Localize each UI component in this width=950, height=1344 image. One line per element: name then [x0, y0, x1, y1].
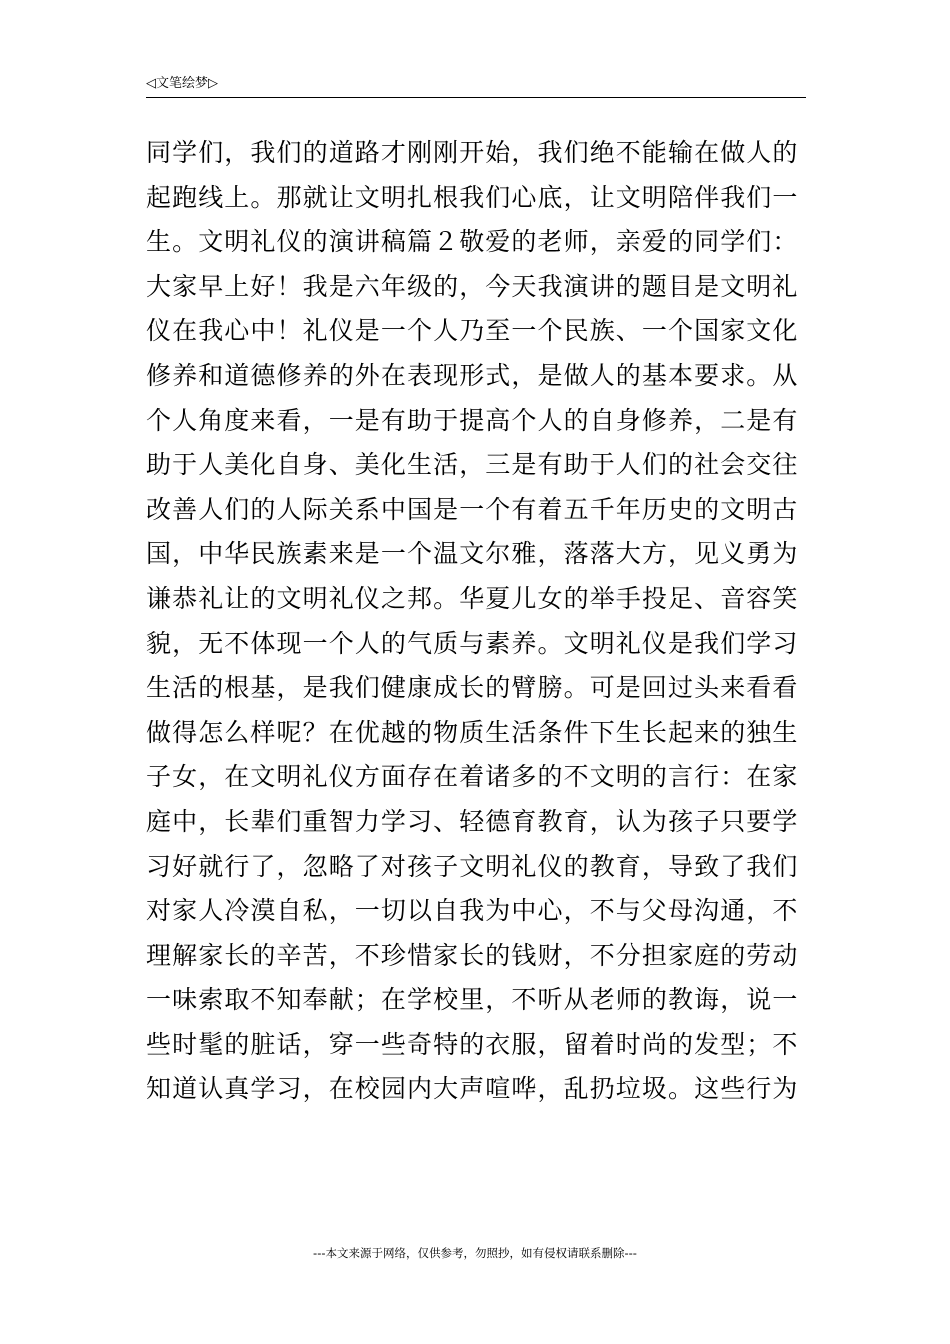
text-line: 个人角度来看，一是有助于提高个人的自身修养，二是有 — [146, 405, 799, 435]
text-line: 习好就行了，忽略了对孩子文明礼仪的教育，导致了我们 — [146, 851, 799, 881]
text-line: 同学们，我们的道路才刚刚开始，我们绝不能输在做人的 — [146, 138, 799, 167]
header-title: ◁文笔绘梦▷ — [146, 76, 218, 91]
text-line: 国，中华民族素来是一个温文尔雅，落落大方，见义勇为 — [146, 539, 799, 569]
text-line: 庭中，长辈们重智力学习、轻德育教育，认为孩子只要学 — [146, 806, 799, 836]
text-line: 仪在我心中！礼仪是一个人乃至一个民族、一个国家文化 — [146, 316, 799, 346]
document-body — [146, 131, 806, 1112]
text-line: 貌，无不体现一个人的气质与素养。文明礼仪是我们学习 — [146, 628, 799, 658]
text-line: 理解家长的辛苦，不珍惜家长的钱财，不分担家庭的劳动 — [146, 940, 799, 970]
text-line: 一味索取不知奉献；在学校里，不听从老师的教诲，说一 — [146, 985, 799, 1015]
text-line: 改善人们的人际关系中国是一个有着五千年历史的文明古 — [146, 494, 799, 524]
text-line: 对家人冷漠自私，一切以自我为中心，不与父母沟通，不 — [146, 896, 799, 926]
page-footer — [0, 1246, 950, 1260]
text-line: 助于人美化自身、美化生活，三是有助于人们的社会交往 — [146, 450, 799, 480]
text-line: 生活的根基，是我们健康成长的臂膀。可是回过头来看看 — [146, 673, 799, 703]
text-line: 大家早上好！我是六年级的，今天我演讲的题目是文明礼 — [146, 271, 799, 301]
header-divider — [146, 97, 806, 98]
text-line: 谦恭礼让的文明礼仪之邦。华夏儿女的举手投足、音容笑 — [146, 583, 799, 613]
text-line: 些时髦的脏话，穿一些奇特的衣服，留着时尚的发型；不 — [146, 1029, 799, 1059]
text-line: 做得怎么样呢？在优越的物质生活条件下生长起来的独生 — [146, 717, 799, 747]
footer-disclaimer: ---本文来源于网络，仅供参考，勿照抄，如有侵权请联系删除--- — [313, 1246, 637, 1260]
page-header — [146, 72, 806, 98]
text-line: 子女，在文明礼仪方面存在着诸多的不文明的言行：在家 — [146, 762, 799, 792]
text-line: 生。文明礼仪的演讲稿篇２敬爱的老师，亲爱的同学们： — [146, 227, 799, 257]
text-line: 知道认真学习，在校园内大声喧哗，乱扔垃圾。这些行为 — [146, 1074, 799, 1104]
text-line: 修养和道德修养的外在表现形式，是做人的基本要求。从 — [146, 360, 799, 390]
text-line: 起跑线上。那就让文明扎根我们心底，让文明陪伴我们一 — [146, 182, 799, 212]
